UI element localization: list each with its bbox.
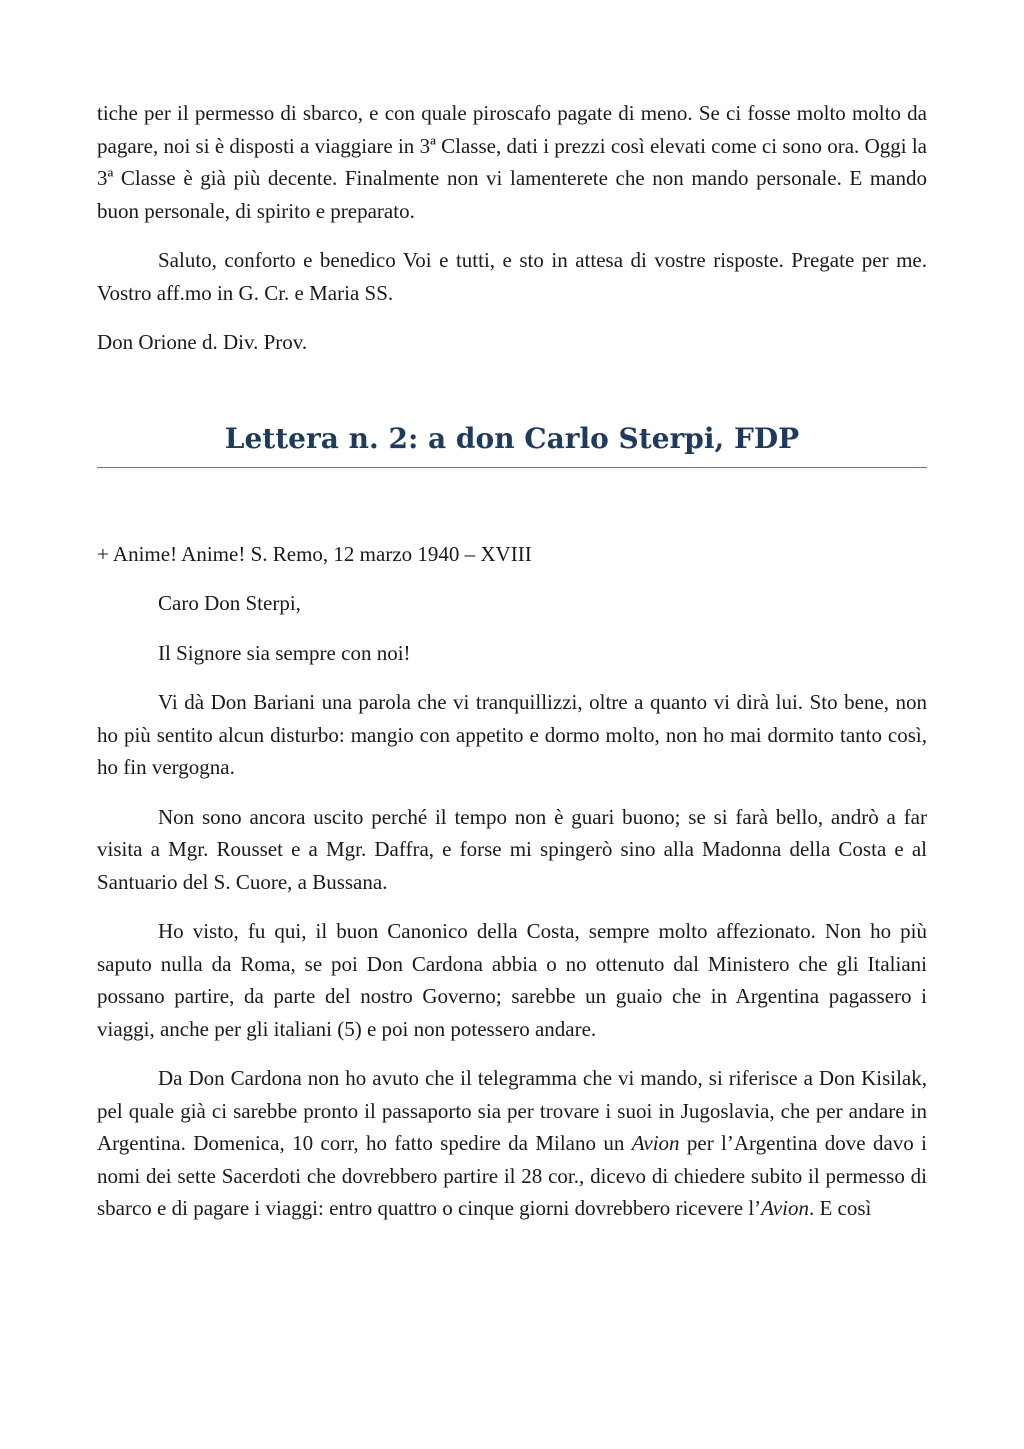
letter-title: Lettera n. 2: a don Carlo Sterpi, FDP — [224, 421, 800, 455]
top-paragraph-2: Saluto, conforto e benedico Voi e tutti, e sto in attesa di vostre risposte. Pregate per me. Vostro aff.mo in G. Cr. e Maria SS. — [97, 248, 927, 305]
para4-text-b: per l’Argentina dove davo i nomi dei sette Sacerdoti che dovrebbero partire il 28 cor., dicevo di chiedere subito il permesso di sbarco e di pagare i viaggi: entro quattro o cinque giorni dovrebbero ricevere l’ — [97, 1131, 927, 1220]
para4-avion-italic-2: Avion — [761, 1196, 809, 1220]
letter-paragraph-3: Ho visto, fu qui, il buon Canonico della Costa, sempre molto affezionato. Non ho più saputo nulla da Roma, se poi Don Cardona abbia o no ottenuto dal Ministero che gli Italiani possano partire, da parte del nostro Governo; sarebbe un guaio che in Argentina pagassero i viaggi, anche per gli italiani (5) e poi non potessero andare. — [97, 919, 927, 1041]
top-paragraph-1: tiche per il permesso di sbarco, e con quale piroscafo pagate di meno. Se ci fosse molto molto da pagare, noi si è disposti a viaggiare in 3ª Classe, dati i prezzi così elevati come ci sono ora. Oggi la 3ª Classe è già più decente. Finalmente non vi lamenterete che non mando personale. E mando buon personale, di spirito e preparato. — [97, 101, 927, 223]
letter-greeting: Il Signore sia sempre con noi! — [158, 640, 411, 665]
signature: Don Orione d. Div. Prov. — [97, 330, 308, 354]
para4-text-a: Da Don Cardona non ho avuto che il telegramma che vi mando, si riferisce a Don Kisilak, pel quale già ci sarebbe pronto il passaporto sia per trovare i suoi in Jugoslavia, che per andare in Argentina. Domenica, 10 corr, ho fatto spedire da Milano un — [97, 1066, 927, 1155]
letter-paragraph-1: Vi dà Don Bariani una parola che vi tranquillizzi, oltre a quanto vi dirà lui. Sto bene, non ho più sentito alcun disturbo: mangio con appetito e dormo molto, non ho mai dormito tanto così, ho fin vergogna. — [97, 690, 927, 779]
letter-title-block — [97, 419, 927, 468]
para4-text-c: . E così — [808, 1196, 872, 1220]
letter-paragraph-4 — [97, 1062, 927, 1225]
letter-heading-line: + Anime! Anime! S. Remo, 12 marzo 1940 – XVIII — [97, 541, 532, 566]
para4-avion-italic-1: Avion — [631, 1131, 680, 1155]
document-page — [97, 97, 927, 1225]
letter-paragraph-2: Non sono ancora uscito perché il tempo non è guari buono; se si farà bello, andrò a far visita a Mgr. Rousset e a Mgr. Daffra, e forse mi spingerò sino alla Madonna della Costa e al Santuario del S. Cuore, a Bussana. — [97, 804, 927, 894]
letter-salutation: Caro Don Sterpi, — [158, 591, 301, 615]
